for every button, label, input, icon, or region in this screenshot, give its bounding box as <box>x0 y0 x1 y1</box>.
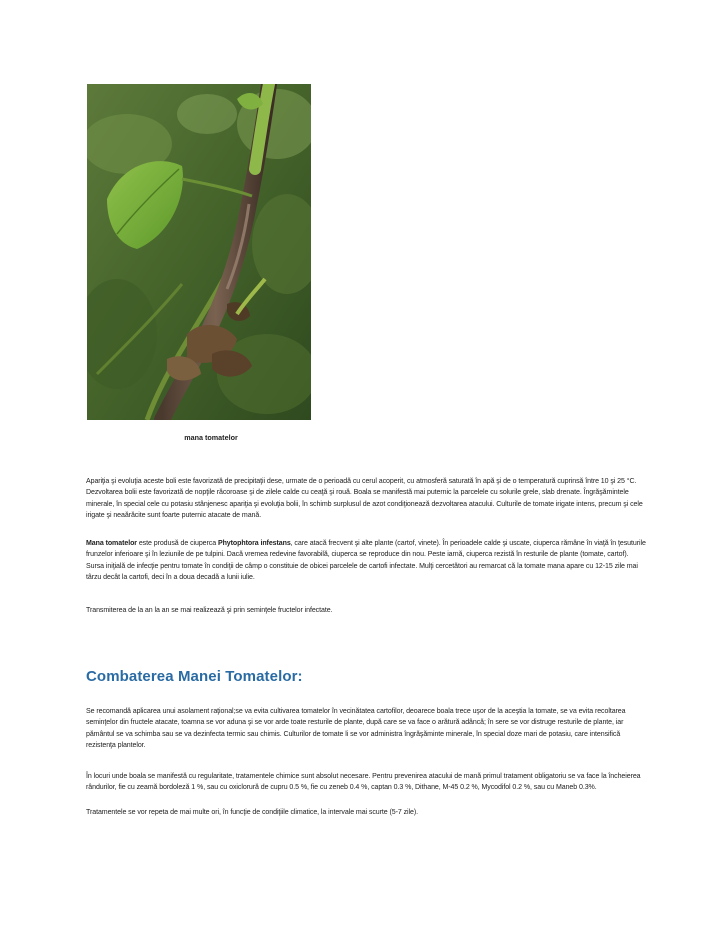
paragraph-control-measures: Se recomandă aplicarea unui asolament raţional;se va evita cultivarea tomatelor în vecinătatea cartofilor, deoarece boala trece uşor de la aceştia la tomate, se va evita recoltarea seminţelor din fructele atacate, toamna se vor aduna şi se vor arde toate resturile de plante, după care se va face o arătură adâncă; în sere se vor distruge resturile de plante, iar pământul se va schimba sau se va dezinfecta termic sau chimis. Culturilor de tomate li se vor administra îngrăşăminte minerale, în special doze mari de potasiu, care intensifică rezistenţa plantelor. <box>86 708 626 749</box>
photo-tomato-stem-late-blight-icon <box>87 84 311 420</box>
term-pathogen-name: Phytophtora infestans <box>217 540 291 547</box>
paragraph-chemical-treatments: În locuri unde boala se manifestă cu regularitate, tratamentele chimice sunt absolut necesare. Pentru prevenirea atacului de mană primul tratament obligatoriu se va face la încheierea rândurilor, fie cu zeamă bordoleză 1 %, sau cu oxiclorură de cupru 0.5 %, fie cu zeneb 0.4 %, captan 0.3 %, Dithane, M-45 0.2 %, Mycodifol 0.2 %, sau cu Maneb 0.3%. <box>86 773 641 792</box>
photo-caption: mana tomatelor <box>184 433 238 442</box>
paragraph-disease-conditions: Apariţia şi evoluţia aceste boli este favorizată de precipitaţii dese, urmate de o perioadă cu cerul acoperit, cu atmosferă saturată în apă şi de o temperatură cuprinsă între 10 şi 25 °C. Dezvoltarea bolii este favorizată de nopţile răcoroase şi de zilele calde cu ceaţă şi rouă. Boala se manifestă mai puternic la parcelele cu solurile grele, slab drenate. Îngrăşămintele minerale, în special cele cu potasiu stânjenesc apariţia şi evoluţia bolii, în schimb surplusul de azot condiţionează dezvoltarea atacului. Culturile de tomate irigate intens, precum şi cele irigate şi neaărăcite sunt foarte puternic atacate de mană. <box>86 478 643 519</box>
paragraph-treatment-repetition: Tratamentele se vor repeta de mai multe ori, în funcţie de condiţiile climatice, la intervale mai scurte (5-7 zile). <box>86 809 418 816</box>
paragraph-pathogen-text-1: este produsă de ciuperca <box>136 540 218 547</box>
paragraph-seed-transmission: Transmiterea de la an la an se mai realizează şi prin seminţele fructelor infectate. <box>86 607 333 614</box>
paragraph-pathogen <box>86 538 646 583</box>
paragraph-pathogen-text-2: , care atacă frecvent şi alte plante (cartof, vinete). În perioadele calde şi uscate, ciuperca rămâne în viaţă în ţesuturile frunzelor inferioare şi în leziunile de pe tulpini. Dacă vremea redevine favorabilă, ciuperca se reproduce din nou. Peste iarnă, ciuperca rezistă în resturile de plante (tomate, cartof). Sursa iniţială de infecţie pentru tomate în condiţii de câmp o constituie de obicei parcelele de cartofi infectate. Mulţi cercetători au remarcat că la tomate mana apare cu 12-15 zile mai târzu decât la cartofi, deci în a doua decadă a lunii iulie. <box>86 540 646 581</box>
term-mana-tomatelor: Mana tomatelor <box>86 540 137 547</box>
section-heading: Combaterea Manei Tomatelor: <box>86 668 303 685</box>
tomato-stem-photo <box>87 84 311 420</box>
